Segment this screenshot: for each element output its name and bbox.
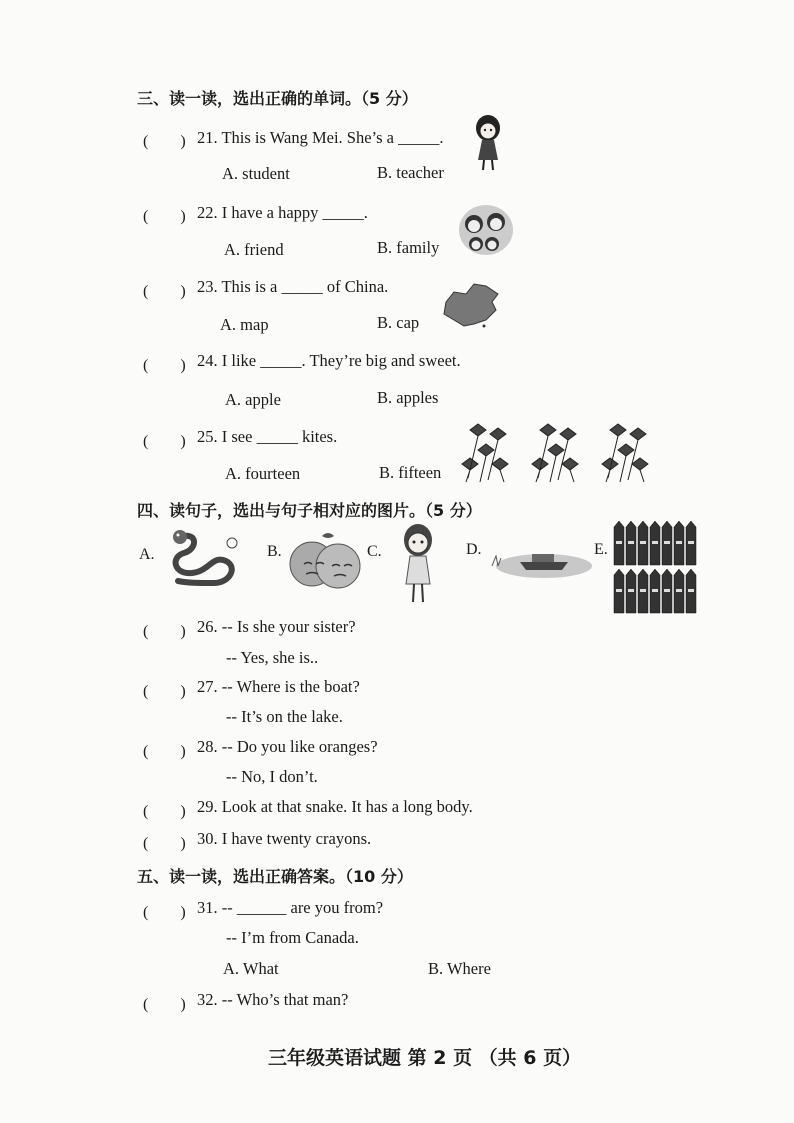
- option-a: A. apple: [225, 390, 281, 409]
- answer-paren[interactable]: ( ): [143, 683, 186, 700]
- answer-paren[interactable]: ( ): [143, 835, 186, 852]
- question-28: 28. -- Do you like oranges?: [197, 737, 378, 756]
- option-b: B. Where: [428, 959, 491, 978]
- answer-paren[interactable]: ( ): [143, 283, 186, 300]
- option-a: A. friend: [224, 240, 284, 259]
- china-map-icon: [440, 280, 502, 330]
- question-25: 25. I see _____ kites.: [197, 427, 338, 446]
- option-b: B. teacher: [377, 163, 444, 182]
- page-footer: 三年级英语试题 第 2 页 （共 6 页）: [268, 1047, 582, 1069]
- question-29: 29. Look at that snake. It has a long body.: [197, 797, 473, 816]
- answer-paren[interactable]: ( ): [143, 433, 186, 450]
- option-a: A. student: [222, 164, 290, 183]
- question-31-answer: -- I’m from Canada.: [226, 928, 359, 947]
- option-b: B. cap: [377, 313, 420, 332]
- picture-label-e: E.: [594, 541, 608, 558]
- option-b: B. family: [377, 238, 440, 257]
- question-30: 30. I have twenty crayons.: [197, 829, 372, 848]
- question-26: 26. -- Is she your sister?: [197, 617, 356, 636]
- crayons-icon: [612, 519, 698, 615]
- answer-paren[interactable]: ( ): [143, 743, 186, 760]
- girl-icon: [398, 522, 438, 606]
- picture-label-c: C.: [367, 543, 382, 560]
- section-3-heading: 三、读一读，选出正确的单词。（5 分）: [137, 89, 418, 108]
- question-31: 31. -- ______ are you from?: [197, 898, 384, 917]
- question-26-answer: -- Yes, she is..: [226, 648, 319, 667]
- girl-icon: [468, 112, 508, 174]
- question-27-answer: -- It’s on the lake.: [226, 707, 343, 726]
- question-28-answer: -- No, I don’t.: [226, 767, 318, 786]
- answer-paren[interactable]: ( ): [143, 996, 186, 1013]
- answer-paren[interactable]: ( ): [143, 133, 186, 150]
- picture-label-d: D.: [466, 541, 482, 558]
- option-a: A. fourteen: [225, 464, 301, 483]
- question-32: 32. -- Who’s that man?: [197, 990, 349, 1009]
- question-23: 23. This is a _____ of China.: [197, 277, 389, 296]
- option-b: B. fifteen: [379, 463, 442, 482]
- family-icon: [458, 204, 514, 256]
- snake-icon: [168, 525, 244, 589]
- kites-icon: [458, 420, 668, 486]
- picture-label-a: A.: [139, 546, 155, 563]
- question-24: 24. I like _____. They’re big and sweet.: [197, 351, 461, 370]
- section-5-heading: 五、读一读，选出正确答案。（10 分）: [137, 867, 413, 886]
- question-27: 27. -- Where is the boat?: [197, 677, 360, 696]
- answer-paren[interactable]: ( ): [143, 623, 186, 640]
- question-22: 22. I have a happy _____.: [197, 203, 368, 222]
- section-4-heading: 四、读句子，选出与句子相对应的图片。（5 分）: [137, 501, 482, 520]
- option-a: A. map: [220, 315, 269, 334]
- answer-paren[interactable]: ( ): [143, 357, 186, 374]
- answer-paren[interactable]: ( ): [143, 904, 186, 921]
- picture-label-b: B.: [267, 543, 282, 560]
- oranges-icon: [286, 528, 364, 592]
- answer-paren[interactable]: ( ): [143, 803, 186, 820]
- option-b: B. apples: [377, 388, 439, 407]
- question-21: 21. This is Wang Mei. She’s a _____.: [197, 128, 444, 147]
- answer-paren[interactable]: ( ): [143, 208, 186, 225]
- boat-icon: [484, 538, 594, 582]
- option-a: A. What: [223, 959, 279, 978]
